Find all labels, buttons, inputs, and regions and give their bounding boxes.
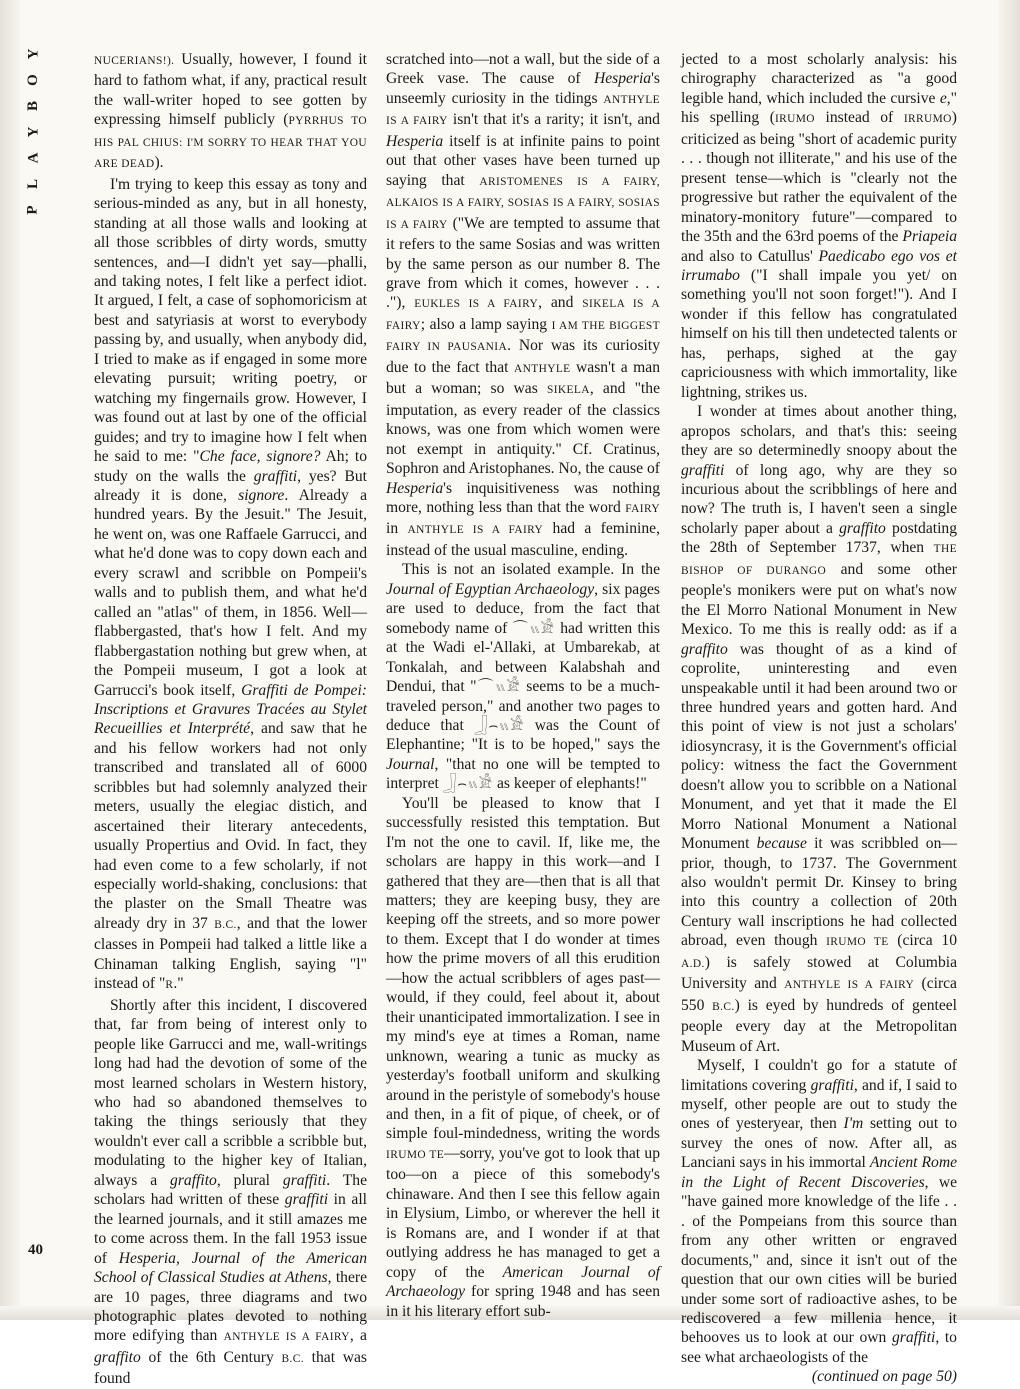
- italic-text: graffito: [170, 1171, 217, 1189]
- text-run: NUCERIANS!). Usually, however, I found it hard to fathom what, if any, practical result the wall-writer hoped to see gotten by expressing himself publicly (: [94, 51, 367, 129]
- text-run: in: [386, 520, 408, 538]
- text-run: , we "have gained more knowledge of the life . . . of the Pompeians from this source than from any other written or engraved documents," and, since it isn't out of the question that our own cities will be buried under some sort of radioactive ashes, to be rediscovered a few millenia hence, it behooves us to look at our own: [681, 1173, 957, 1347]
- italic-text: graffito: [94, 1348, 141, 1366]
- small-caps-text: SIKELA: [546, 384, 590, 397]
- italic-text: e: [939, 89, 947, 107]
- text-run: 's inquisitiveness was nothing more, nothing less than that the word: [386, 479, 660, 516]
- italic-text: graffito: [839, 519, 886, 537]
- small-caps-text: IRUMO TE: [826, 936, 889, 949]
- text-run: postdating the 28th of September 1737, when: [681, 519, 958, 557]
- paragraph: [681, 50, 957, 402]
- small-caps-text: IRUMO TE: [386, 1148, 445, 1161]
- text-run: instead of: [814, 109, 904, 127]
- text-run: , plural: [216, 1171, 283, 1189]
- small-caps-text: EUKLES IS A FAIRY: [414, 298, 539, 311]
- text-run: , a: [349, 1327, 367, 1345]
- magazine-name-letter: P: [24, 205, 41, 215]
- italic-text: Paedicabo ego vos et irrumabo: [681, 247, 957, 284]
- small-caps-text: FAIRY: [625, 502, 660, 515]
- hieroglyph-name-icon: ⌒𓏭𓀀: [476, 677, 521, 696]
- text-run: .": [173, 975, 184, 993]
- text-run: . Nor was its curiosity due to the fact that: [386, 337, 660, 376]
- small-caps-text: A.D.: [681, 957, 705, 970]
- small-caps-text: PYRRHUS TO HIS PAL CHIUS: I'M SORRY TO HEAR THAT YOU ARE DEAD: [94, 115, 367, 171]
- text-run: was thought of as a kind of coprolite, uninteresting and even unspeakable until it had been around two or three hundred years and gotten hard. And this point of view is not just a scholars' idiosyncrasy, it is the Government's official policy: witness the fact the Government doesn't allow you to scribble on a National Monument, and yet that it made the El Morro National Monument a National Monument: [681, 640, 957, 853]
- text-run: Myself, I couldn't go for a statute of limitations covering: [681, 1057, 957, 1094]
- italic-text: graffiti: [284, 1191, 329, 1209]
- continued-note: (continued on page 50): [811, 1368, 957, 1386]
- text-run: . Already a hundred years. By the Jesuit." The Jesuit, he went on, was one Raffaele Garrucci, and what he'd done was to copy down each and every scrawl and scribble on Pompeii's walls and to publish them, and what he'd called an "atlas" of them, in 1856. Well—flabbergasted, that's how I felt. And my flabbergastation nothing but grew when, at the Pompeii museum, I got a look at Garrucci's book itself,: [94, 486, 367, 699]
- italic-text: I'm: [843, 1115, 864, 1133]
- magazine-name-letter: A: [25, 152, 41, 164]
- text-run: Shortly after this incident, I discovered that, far from being of interest only to people like Garrucci and me, wall-writings long had had the devotion of some of the most learned scholars in Western history, who had so abandoned themselves to taking the things seriously that they wouldn't ever call a scribble a scribble but, modulating to the higher key of Italian, always a: [94, 996, 367, 1189]
- text-run: , yes? But already it is done,: [94, 467, 367, 504]
- italic-text: Journal of Egyptian Archaeology: [386, 580, 595, 598]
- text-run: , to see what archaeologists of the: [681, 1329, 957, 1366]
- italic-text: graffiti: [282, 1171, 327, 1189]
- italic-text: graffiti: [891, 1329, 936, 1347]
- text-run: ) is safely stowed at Columbia University and: [681, 953, 957, 993]
- text-run: , and that the lower classes in Pompeii had talked a little like a Chinaman talking English, saying "l" instead of ": [94, 914, 367, 993]
- small-caps-text: B.C.: [712, 1000, 735, 1013]
- text-run: You'll be pleased to know that I successfully resisted this temptation. But I'm not the one to cavil. If, like me, the scholars are happy in this work—and I gathered that they are—then that is all that matters; they are keeping busy, they are keeping off the streets, and so more power to them. Except that I do wonder at times how the prime movers of all this erudition—how the actual scribblers of ages past—would, if they could, feel about it, about their unanticipated immortalization. I see in my mind's eye at times a Roman, name unknown, wearing a tunic as mucky as yesterday's football uniform and skulking around in the peristyle of somebody's house and then, in a fit of pique, of cheek, or of simple foul-mindedness, writing the words: [386, 794, 660, 1143]
- paragraph: [681, 402, 957, 1056]
- text-column-2: [386, 50, 660, 1321]
- small-caps-text: SIKELA IS A FAIRY: [386, 298, 660, 332]
- text-run: (circa 550: [681, 975, 957, 1014]
- text-run: ) criticized as being "short of academic purity . . . though not illiterate," and his use of the present tense—which is "clearly not the progressive but rather the equivalent of the minatory-monitory future"—compared to the 35th and the 63rd poems of the: [681, 109, 957, 246]
- text-run: wasn't a man but a woman; so was: [386, 358, 660, 398]
- text-run: isn't that it's a rarity; it isn't, and: [447, 111, 660, 129]
- hieroglyph-name-icon: ⌒𓏭𓀀: [512, 618, 556, 637]
- text-run: , six pages are used to deduce, from the fact that somebody name of: [386, 580, 660, 637]
- magazine-name-letter: B: [24, 100, 41, 112]
- text-run: , and: [538, 294, 583, 312]
- small-caps-text: ANTHYLE IS A FAIRY: [407, 524, 544, 537]
- small-caps-text: IRRUMO: [903, 113, 952, 126]
- text-run: ("I shall impale you yet/ on something you'll not soon forget!"). And I wonder if this fellow has congratulated himself on his till then undetected talents or has, perhaps, sighed at the gay capriciousness with which immortality, like lightning, strikes us.: [681, 266, 957, 401]
- text-run: —sorry, you've got to look that up too—on a piece of this somebody's chinaware. And then I see this fellow again in Elysium, Limbo, or wherever the hell it is Romans are, and I wonder if at that outlying address he has managed to get a copy of the: [386, 1144, 661, 1281]
- small-caps-text: ANTHYLE: [513, 362, 571, 375]
- text-run: seems to be a much-traveled person," and another two pages to deduce that: [386, 678, 660, 734]
- text-run: I wonder at times about another thing, apropos scholars, and that's this: seeing they are so determinedly snoopy about the: [681, 403, 957, 460]
- text-run: and some other people's monikers were put on what's now the El Morro National Monument in New Mexico. To me this is really odd: as if a: [681, 560, 957, 639]
- paragraph: [386, 50, 660, 560]
- text-run: of long ago, why are they so incurious about the scribblings of here and now? The truth is, I haven't seen a single scholarly paper about a: [681, 461, 957, 537]
- text-run: had written this at the Wadi el-'Allaki, at Umbarekab, at Tonkalah, and between Kalabshah and Dendui, that ": [386, 619, 660, 696]
- text-run: ," his spelling (: [681, 89, 957, 127]
- text-run: itself is at infinite pains to point out that other vases have been turned up saying that: [386, 132, 660, 189]
- text-run: ("We are tempted to assume that it refers to the same Sosias and was written by the same person as our number 8. The grave from which it comes, however . . . ."),: [386, 214, 660, 312]
- italic-text: Graffiti de Pompei: Inscriptions et Gravures Tracées au Stylet Recueillies et Interprété: [94, 681, 367, 738]
- italic-text: Che face, signore?: [199, 448, 321, 466]
- paragraph: [386, 560, 660, 793]
- italic-text: Journal: [386, 755, 435, 773]
- page-edge-left: [0, 0, 20, 1320]
- small-caps-text: ARISTOMENES IS A FAIRY, ALKAIOS IS A FAIRY, SOSIAS IS A FAIRY, SOSIAS IS A FAIRY: [386, 175, 660, 231]
- paragraph: [386, 794, 660, 1321]
- paragraph: [94, 50, 367, 175]
- small-caps-text: THE BISHOP OF DURANGO: [681, 543, 957, 577]
- small-caps-text: ANTHYLE IS A FAIRY: [784, 979, 915, 992]
- text-run: I'm trying to keep this essay as tony and serious-minded as any, but in all honesty, standing at all those walls and looking at all those scribbles of dirty words, smutty sentences, and—I didn't yet say—phalli, and taking notes, I felt like a perfect idiot. It argued, I felt, a case of sophomoricism at best and satyriasis at worst to everybody passing by, and usually, when anybody did, I tried to make as if engaged in some more elevating pursuit; writing poetry, or watching my fingernails grow. However, I was found out at last by one of the official guides; and try to imagine how I felt when he said to me: ": [94, 175, 367, 466]
- small-caps-text: I AM THE BIGGEST FAIRY IN PAUSANIA: [386, 319, 660, 354]
- italic-text: Hesperia: [593, 70, 652, 88]
- italic-text: because: [756, 835, 807, 853]
- paragraph: [94, 996, 367, 1389]
- italic-text: graffito: [681, 640, 728, 658]
- italic-text: graffiti: [253, 467, 298, 485]
- text-run: (circa 10: [888, 932, 957, 950]
- small-caps-text: NUCERIANS!).: [94, 55, 175, 67]
- hieroglyph-elephant-icon: 𓃀⌢𓏭𓀀: [442, 774, 494, 793]
- italic-text: Ancient Rome in the Light of Recent Discoveries: [681, 1154, 958, 1191]
- text-run: , and saw that he and his fellow workers had not only transcribed and translated all of 6000 scribbles but had solemnly analyzed their meters, usually the elegiac distich, and ascertained their literary antecedents, usually Propertius and Ovid. In fact, they had even come to a few scholarly, if not especially world-shaking, conclusions: that the plaster on the Small Theatre was already dry in 37: [94, 720, 368, 932]
- text-column-1: [94, 50, 367, 1389]
- paragraph: [681, 1056, 957, 1367]
- text-column-3: [681, 50, 957, 1387]
- hieroglyph-elephant-icon: 𓃀⌢𓏭𓀀: [474, 715, 525, 734]
- text-run: , "that no one will be tempted to interpret: [386, 755, 660, 793]
- text-run: for spring 1948 and has seen in it his literary effort sub-: [386, 1283, 660, 1320]
- text-run: and also to Catullus': [681, 247, 819, 265]
- text-run: it was scribbled on—prior, though, to 1737. The Government also wouldn't permit Dr. Kinsey to bring into this country a collection of 20th Century wall inscriptions he had collected abroad, even though: [681, 835, 957, 950]
- small-caps-text: IRUMO: [774, 113, 815, 126]
- text-run: This is not an isolated example. In the: [402, 561, 660, 579]
- text-run: Ah; to study on the walls the: [94, 448, 367, 485]
- italic-text: Priapeia: [902, 228, 957, 246]
- paragraph: [94, 175, 367, 996]
- magazine-name-letter: L: [24, 178, 41, 190]
- small-caps-text: ANTHYLE IS A FAIRY: [386, 93, 660, 128]
- magazine-name-letter: Y: [25, 126, 41, 138]
- text-run: scratched into—not a wall, but the side of a Greek vase. The cause of: [386, 51, 660, 88]
- text-run: of the 6th Century: [140, 1348, 282, 1366]
- text-run: ) is eyed by hundreds of genteel people every day at the Metropolitan Museum of Art.: [681, 996, 957, 1055]
- italic-text: signore: [238, 486, 285, 504]
- text-run: setting out to survey the ones of now. After all, as Lanciani says in his immortal: [681, 1115, 957, 1172]
- text-run: ; also a lamp saying: [420, 315, 552, 333]
- magazine-name-letter: O: [24, 74, 41, 86]
- small-caps-text: R: [165, 979, 174, 992]
- text-run: ).: [154, 154, 164, 172]
- text-run: had a feminine, instead of the usual masculine, ending.: [386, 520, 660, 559]
- text-run: as keeper of elephants!": [493, 775, 647, 793]
- text-run: jected to a most scholarly analysis: his chirography characterized as "a good legible hand, which included the cursive: [681, 51, 957, 107]
- text-run: that was found: [94, 1348, 367, 1388]
- italic-text: graffiti: [681, 461, 725, 479]
- italic-text: Hesperia: [386, 132, 444, 150]
- page-edge-right: [998, 0, 1020, 1320]
- text-run: , there are 10 pages, three diagrams and two photographic plates devoted to nothing more edifying than: [94, 1269, 368, 1345]
- small-caps-text: B.C.: [214, 918, 237, 931]
- italic-text: Hesperia, Journal of the American School of Classical Studies at Athens: [94, 1249, 367, 1287]
- small-caps-text: ANTHYLE IS A FAIRY: [223, 1331, 350, 1344]
- italic-text: graffiti: [810, 1076, 854, 1094]
- text-run: , and "the imputation, as every reader of the classics knows, was one from which women were not exempt in antiquity." Cf. Cratinus, Sophron and Aristophanes. No, the cause of: [386, 380, 660, 478]
- text-run: , and if, I said to myself, other people are out to study the ones of yesteryear, then: [681, 1076, 957, 1133]
- small-caps-text: B.C.: [281, 1352, 304, 1365]
- italic-text: American Journal of Archaeology: [386, 1263, 660, 1301]
- page-number: 40: [28, 1242, 43, 1258]
- magazine-name-letter: Y: [25, 48, 41, 60]
- italic-text: Hesperia: [386, 479, 444, 497]
- text-run: . The scholars had written of these: [94, 1171, 367, 1209]
- text-run: in all the learned journals, and it still amazes me to come across them. In the fall 1953 issue of: [94, 1191, 367, 1267]
- text-run: 's unseemly curiosity in the tidings: [386, 70, 660, 107]
- text-run: was the Count of Elephantine; "It is to be hoped," says the: [386, 716, 660, 754]
- magazine-name-vertical: [20, 44, 46, 220]
